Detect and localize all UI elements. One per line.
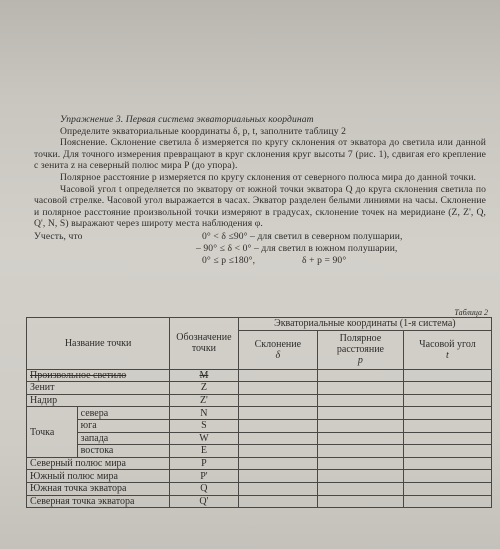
header-designation: Обозначение точки <box>170 318 239 370</box>
condition-north: 0° < δ ≤90° – для светил в северном полушарии, <box>202 230 403 242</box>
table-row: востока E <box>27 445 492 458</box>
declination-cell[interactable] <box>238 457 317 470</box>
point-group-label: Точка <box>27 407 78 457</box>
hour-angle-cell[interactable] <box>403 470 491 483</box>
declination-cell[interactable] <box>238 470 317 483</box>
table-row: Южный полюс мира P' <box>27 470 492 483</box>
coordinates-table <box>26 317 492 508</box>
declination-cell[interactable] <box>238 394 317 407</box>
declination-cell[interactable] <box>238 445 317 458</box>
table-row: юга S <box>27 419 492 432</box>
declination-cell[interactable] <box>238 369 317 382</box>
conditions-block <box>34 231 486 267</box>
table-row: запада W <box>27 432 492 445</box>
table-row: Южная точка экватора Q <box>27 482 492 495</box>
hour-angle-cell[interactable] <box>403 419 491 432</box>
polar-cell[interactable] <box>317 407 403 420</box>
condition-south: – 90° ≤ δ < 0° – для светил в южном полушарии, <box>196 242 398 254</box>
explanation-hour-angle: Часовой угол t определяется по экватору от южной точки экватора Q до круга склонения светила по часовой стрелке. Часовой угол выражается в часах. Экватор разделен белыми линиями на часы. Склонение и полярное расстояние произвольной точки измеряют в градусах, склонение точек на меридиане (Z, Z', Q, Q', N, S) выражают через широту места наблюдения φ. <box>34 183 486 230</box>
hour-angle-cell[interactable] <box>403 457 491 470</box>
explanation-polar-distance: Полярное расстояние р измеряется по кругу склонения от северного полюса мира до данной точки. <box>60 171 477 183</box>
exercise-heading: Упражнение 3. Первая система экваториальных координат <box>60 114 314 125</box>
table-row: Произвольное светило M <box>27 369 492 382</box>
hour-angle-cell[interactable] <box>403 432 491 445</box>
header-hour-angle: Часовой угол t <box>403 330 491 369</box>
polar-cell[interactable] <box>317 457 403 470</box>
polar-cell[interactable] <box>317 382 403 395</box>
polar-cell[interactable] <box>317 495 403 508</box>
header-point-name: Название точки <box>27 318 170 370</box>
declination-cell[interactable] <box>238 432 317 445</box>
header-equatorial-coordinates: Экваториальные координаты (1-я система) <box>238 318 491 331</box>
table-row: Северная точка экватора Q' <box>27 495 492 508</box>
condition-polar-range: 0° ≤ р ≤180°, <box>202 254 256 266</box>
exercise-text <box>34 114 486 267</box>
table-row: Зенит Z <box>27 382 492 395</box>
declination-cell[interactable] <box>238 407 317 420</box>
hour-angle-cell[interactable] <box>403 369 491 382</box>
declination-cell[interactable] <box>238 482 317 495</box>
hour-angle-cell[interactable] <box>403 382 491 395</box>
header-declination: Склонение δ <box>238 330 317 369</box>
conditions-label: Учесть, что <box>34 230 83 242</box>
declination-cell[interactable] <box>238 495 317 508</box>
hour-angle-cell[interactable] <box>403 407 491 420</box>
table-header-row <box>27 318 492 331</box>
table-row: Надир Z' <box>27 394 492 407</box>
hour-angle-cell[interactable] <box>403 482 491 495</box>
polar-cell[interactable] <box>317 470 403 483</box>
explanation-declination: Пояснение. Склонение светила δ измеряется по кругу склонения от экватора до светила или данной точки. Для точного измерения превращают в круг склонения круг высоты 7 (рис. 1), сдвигая его крепление с зенита z на северный полюс мира P (до упора). <box>34 137 486 172</box>
polar-cell[interactable] <box>317 482 403 495</box>
table-caption: Таблица 2 <box>454 308 488 317</box>
polar-cell[interactable] <box>317 445 403 458</box>
declination-cell[interactable] <box>238 382 317 395</box>
table-row: Точка севера N <box>27 407 492 420</box>
polar-cell[interactable] <box>317 432 403 445</box>
declination-cell[interactable] <box>238 419 317 432</box>
hour-angle-cell[interactable] <box>403 445 491 458</box>
polar-cell[interactable] <box>317 419 403 432</box>
polar-cell[interactable] <box>317 394 403 407</box>
condition-sum: δ + р = 90° <box>302 254 347 266</box>
hour-angle-cell[interactable] <box>403 394 491 407</box>
exercise-task: Определите экваториальные координаты δ, р, t, заполните таблицу 2 <box>60 125 347 137</box>
hour-angle-cell[interactable] <box>403 495 491 508</box>
table-row: Северный полюс мира P <box>27 457 492 470</box>
header-polar-distance: Полярное расстояние р <box>317 330 403 369</box>
polar-cell[interactable] <box>317 369 403 382</box>
